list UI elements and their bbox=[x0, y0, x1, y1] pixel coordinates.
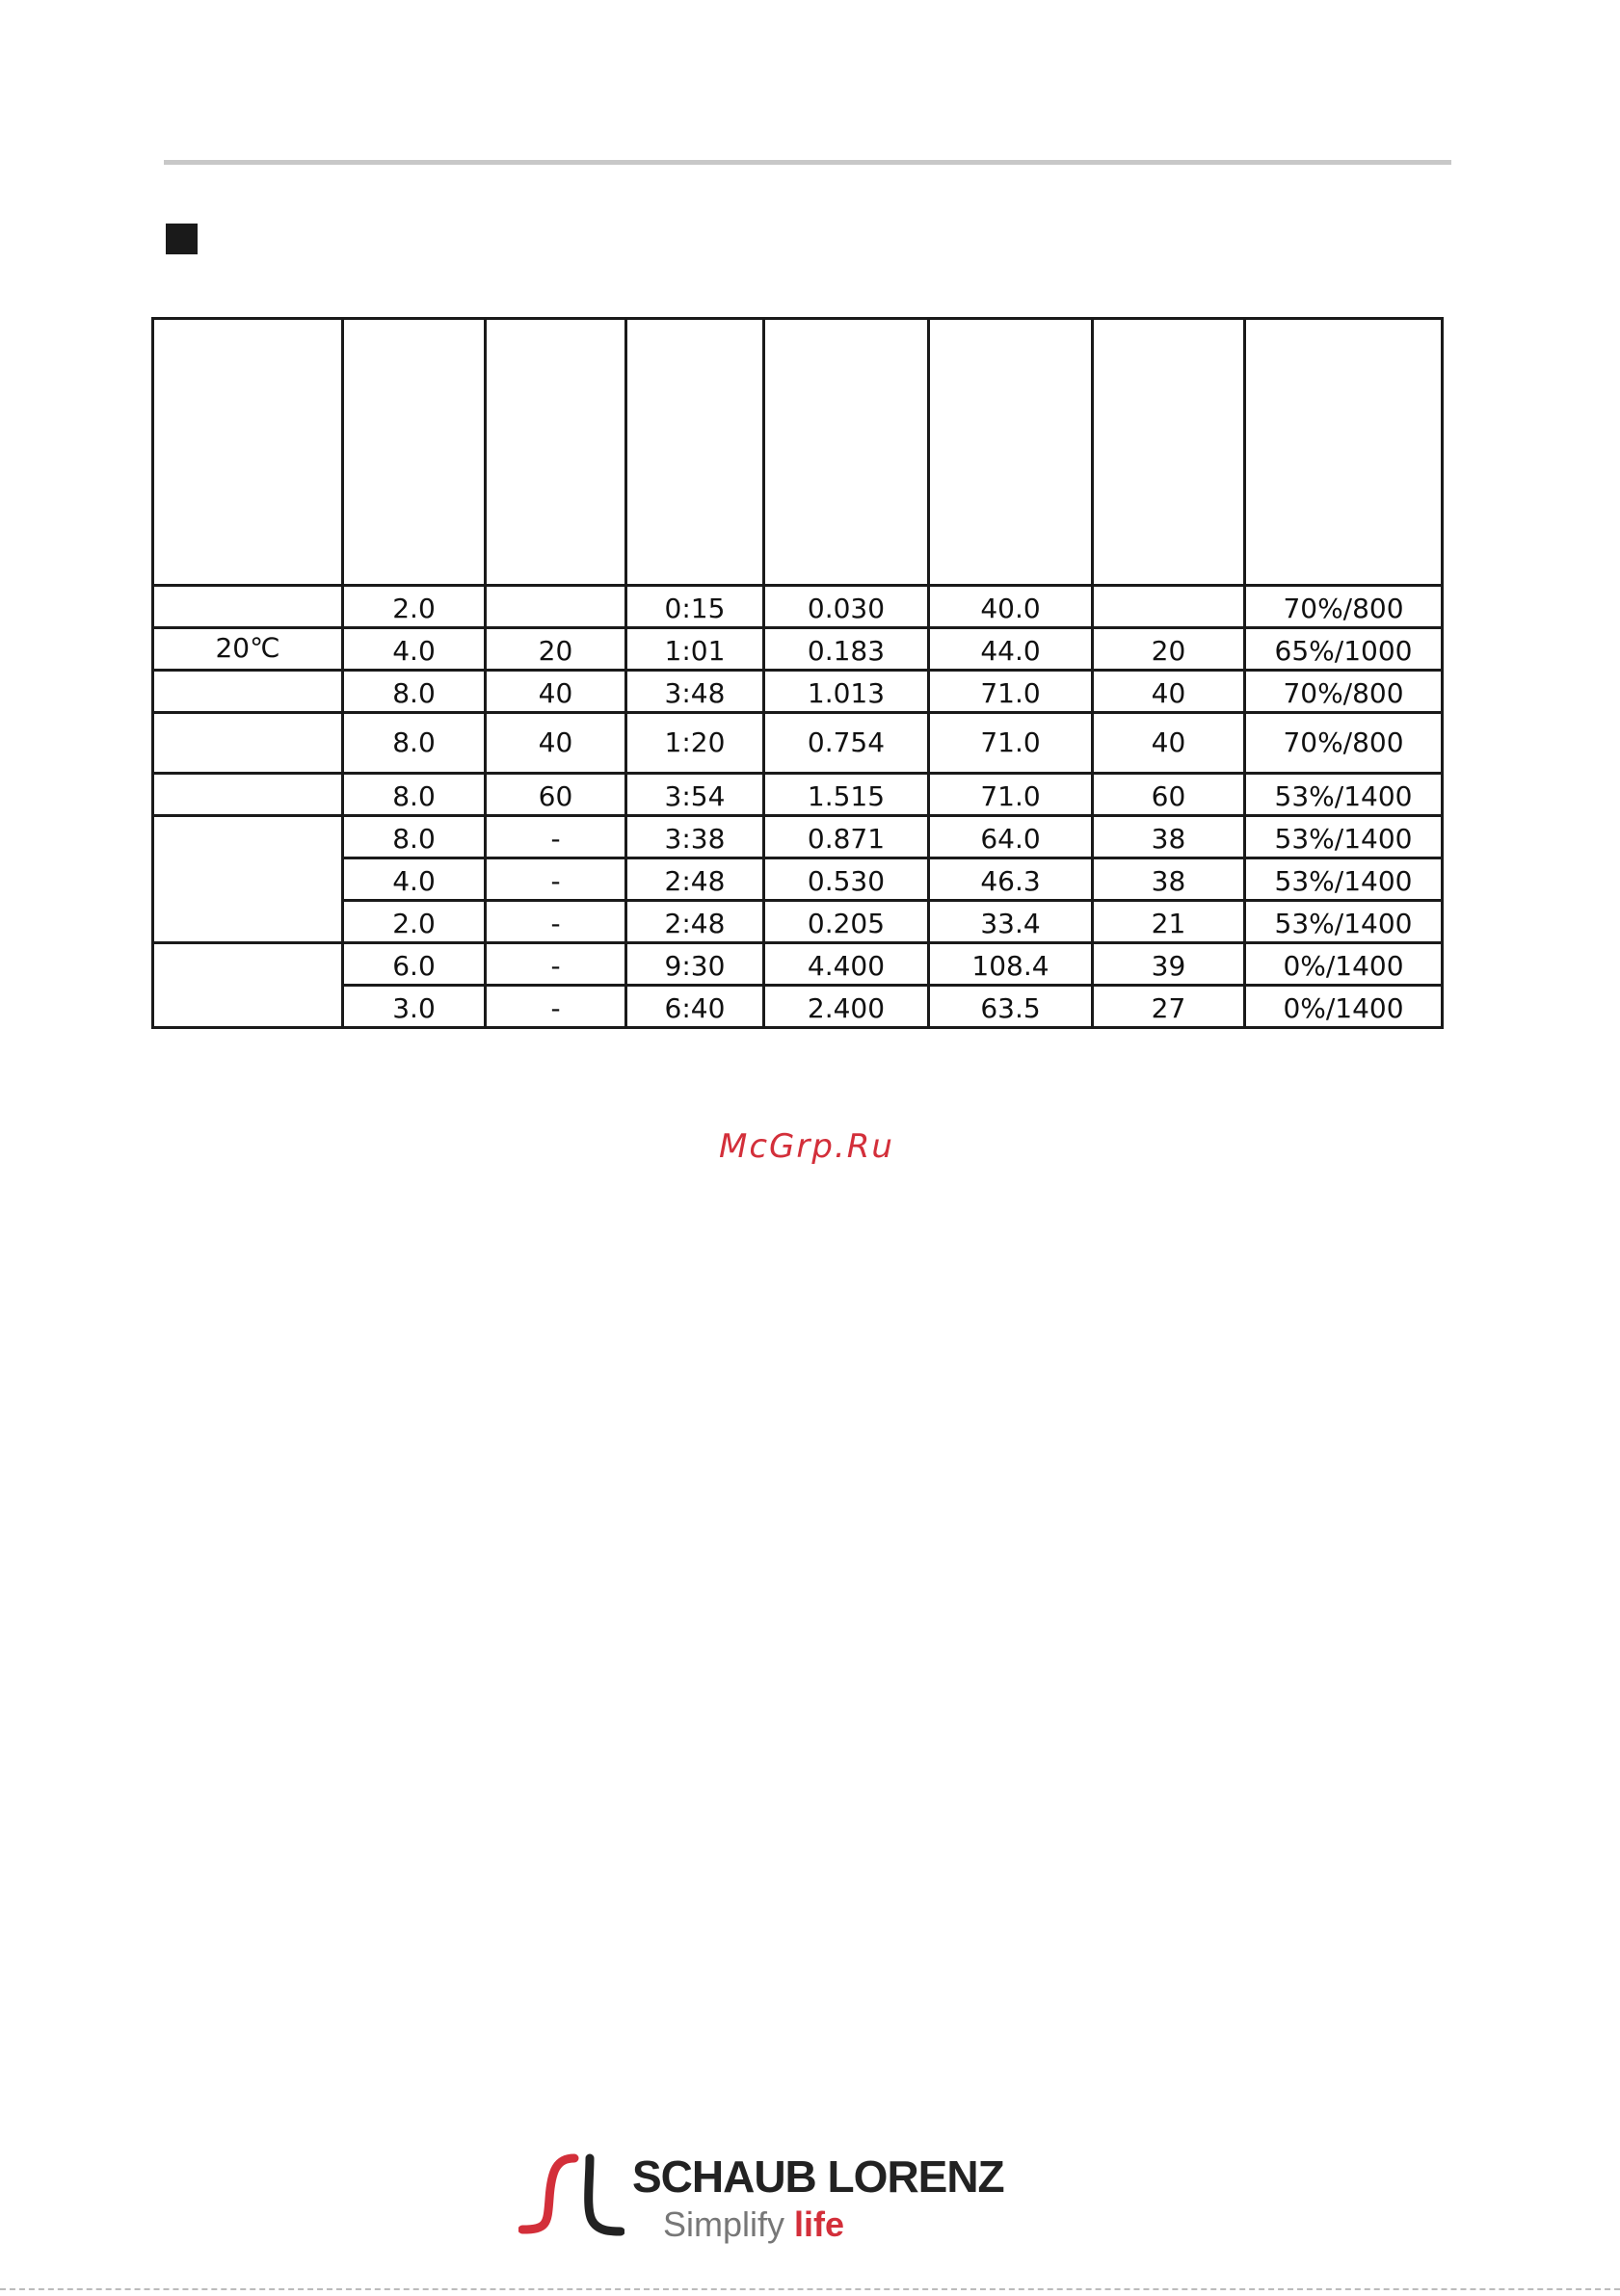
condition-cell bbox=[153, 713, 343, 774]
logo-tagline-life: life bbox=[794, 2204, 845, 2244]
table-cell: 70%/800 bbox=[1245, 713, 1443, 774]
table-cell: 33.4 bbox=[929, 901, 1093, 943]
table-cell: - bbox=[486, 816, 626, 858]
table-cell bbox=[1093, 586, 1245, 628]
table-cell: 60 bbox=[1093, 774, 1245, 816]
table-cell: 40 bbox=[486, 713, 626, 774]
table-cell: 71.0 bbox=[929, 671, 1093, 713]
table-cell: 0:15 bbox=[626, 586, 764, 628]
table-cell: 44.0 bbox=[929, 628, 1093, 671]
measurement-table bbox=[151, 317, 1444, 1029]
table-row bbox=[153, 858, 1443, 901]
table-cell: 39 bbox=[1093, 943, 1245, 986]
condition-cell bbox=[153, 816, 343, 858]
table-cell: 71.0 bbox=[929, 774, 1093, 816]
table-cell: 0.205 bbox=[764, 901, 929, 943]
table-cell: 1:01 bbox=[626, 628, 764, 671]
condition-cell bbox=[153, 901, 343, 943]
table-cell: 20 bbox=[486, 628, 626, 671]
table-cell: 4.0 bbox=[343, 628, 486, 671]
table-cell: 0.871 bbox=[764, 816, 929, 858]
table-cell: - bbox=[486, 901, 626, 943]
table-row bbox=[153, 628, 1443, 671]
header-cell bbox=[764, 319, 929, 586]
table-cell: 8.0 bbox=[343, 816, 486, 858]
table-row bbox=[153, 816, 1443, 858]
table-cell: 53%/1400 bbox=[1245, 901, 1443, 943]
table-cell: 0.754 bbox=[764, 713, 929, 774]
table-row bbox=[153, 943, 1443, 986]
table-cell: 70%/800 bbox=[1245, 586, 1443, 628]
table-row bbox=[153, 901, 1443, 943]
table-cell: 20 bbox=[1093, 628, 1245, 671]
header-rule bbox=[164, 160, 1451, 165]
table-cell: 0.183 bbox=[764, 628, 929, 671]
table-cell: 46.3 bbox=[929, 858, 1093, 901]
table-row bbox=[153, 713, 1443, 774]
table-cell: 0%/1400 bbox=[1245, 943, 1443, 986]
table-cell: - bbox=[486, 986, 626, 1028]
table-cell: 60 bbox=[486, 774, 626, 816]
table-cell: 65%/1000 bbox=[1245, 628, 1443, 671]
condition-cell: 20℃ bbox=[153, 628, 343, 671]
table-cell: 40.0 bbox=[929, 586, 1093, 628]
table-cell: 2:48 bbox=[626, 858, 764, 901]
header-cell bbox=[1245, 319, 1443, 586]
table-cell: 0.530 bbox=[764, 858, 929, 901]
table-cell: 2.0 bbox=[343, 586, 486, 628]
table-cell: 8.0 bbox=[343, 671, 486, 713]
table-cell: 40 bbox=[1093, 671, 1245, 713]
table-row bbox=[153, 671, 1443, 713]
table-cell: 9:30 bbox=[626, 943, 764, 986]
table-cell: 53%/1400 bbox=[1245, 816, 1443, 858]
table-cell: 40 bbox=[486, 671, 626, 713]
table-cell: 1:20 bbox=[626, 713, 764, 774]
table-cell: 53%/1400 bbox=[1245, 774, 1443, 816]
table-cell: 1.013 bbox=[764, 671, 929, 713]
condition-cell bbox=[153, 943, 343, 986]
table-cell: - bbox=[486, 858, 626, 901]
logo-tagline-simplify: Simplify bbox=[663, 2204, 795, 2244]
table-row bbox=[153, 586, 1443, 628]
logo-tagline bbox=[663, 2204, 844, 2245]
table-cell: 2.0 bbox=[343, 901, 486, 943]
table-cell bbox=[486, 586, 626, 628]
table-cell: 0.030 bbox=[764, 586, 929, 628]
table-cell: 3.0 bbox=[343, 986, 486, 1028]
table-cell: 1.515 bbox=[764, 774, 929, 816]
table-header-row bbox=[153, 319, 1443, 586]
table-row bbox=[153, 986, 1443, 1028]
header-cell bbox=[486, 319, 626, 586]
table-cell: 3:38 bbox=[626, 816, 764, 858]
table-cell: 40 bbox=[1093, 713, 1245, 774]
table-cell: 38 bbox=[1093, 858, 1245, 901]
section-bullet-square bbox=[166, 224, 198, 254]
logo-brand-text: SCHAUB LORENZ bbox=[632, 2151, 1004, 2202]
table-row bbox=[153, 774, 1443, 816]
page-edge-rule bbox=[0, 2288, 1620, 2290]
condition-cell bbox=[153, 986, 343, 1028]
table-cell: - bbox=[486, 943, 626, 986]
table-cell: 2:48 bbox=[626, 901, 764, 943]
header-cell bbox=[1093, 319, 1245, 586]
logo-mark-icon bbox=[518, 2141, 624, 2247]
table-cell: 64.0 bbox=[929, 816, 1093, 858]
table-cell: 6.0 bbox=[343, 943, 486, 986]
header-cell bbox=[343, 319, 486, 586]
condition-cell bbox=[153, 671, 343, 713]
brand-logo bbox=[518, 2141, 1039, 2256]
condition-cell bbox=[153, 774, 343, 816]
table-cell: 8.0 bbox=[343, 713, 486, 774]
table-cell: 3:48 bbox=[626, 671, 764, 713]
table-cell: 2.400 bbox=[764, 986, 929, 1028]
table-cell: 63.5 bbox=[929, 986, 1093, 1028]
table-cell: 0%/1400 bbox=[1245, 986, 1443, 1028]
condition-cell bbox=[153, 586, 343, 628]
table-cell: 21 bbox=[1093, 901, 1245, 943]
header-cell bbox=[153, 319, 343, 586]
table-cell: 8.0 bbox=[343, 774, 486, 816]
header-cell bbox=[626, 319, 764, 586]
table-cell: 38 bbox=[1093, 816, 1245, 858]
table-cell: 3:54 bbox=[626, 774, 764, 816]
table-cell: 4.400 bbox=[764, 943, 929, 986]
table-cell: 108.4 bbox=[929, 943, 1093, 986]
table-cell: 70%/800 bbox=[1245, 671, 1443, 713]
table-cell: 27 bbox=[1093, 986, 1245, 1028]
table-cell: 4.0 bbox=[343, 858, 486, 901]
condition-cell bbox=[153, 858, 343, 901]
watermark-link[interactable]: McGrp.Ru bbox=[719, 1127, 894, 1166]
header-cell bbox=[929, 319, 1093, 586]
table-cell: 71.0 bbox=[929, 713, 1093, 774]
table-cell: 53%/1400 bbox=[1245, 858, 1443, 901]
table-cell: 6:40 bbox=[626, 986, 764, 1028]
